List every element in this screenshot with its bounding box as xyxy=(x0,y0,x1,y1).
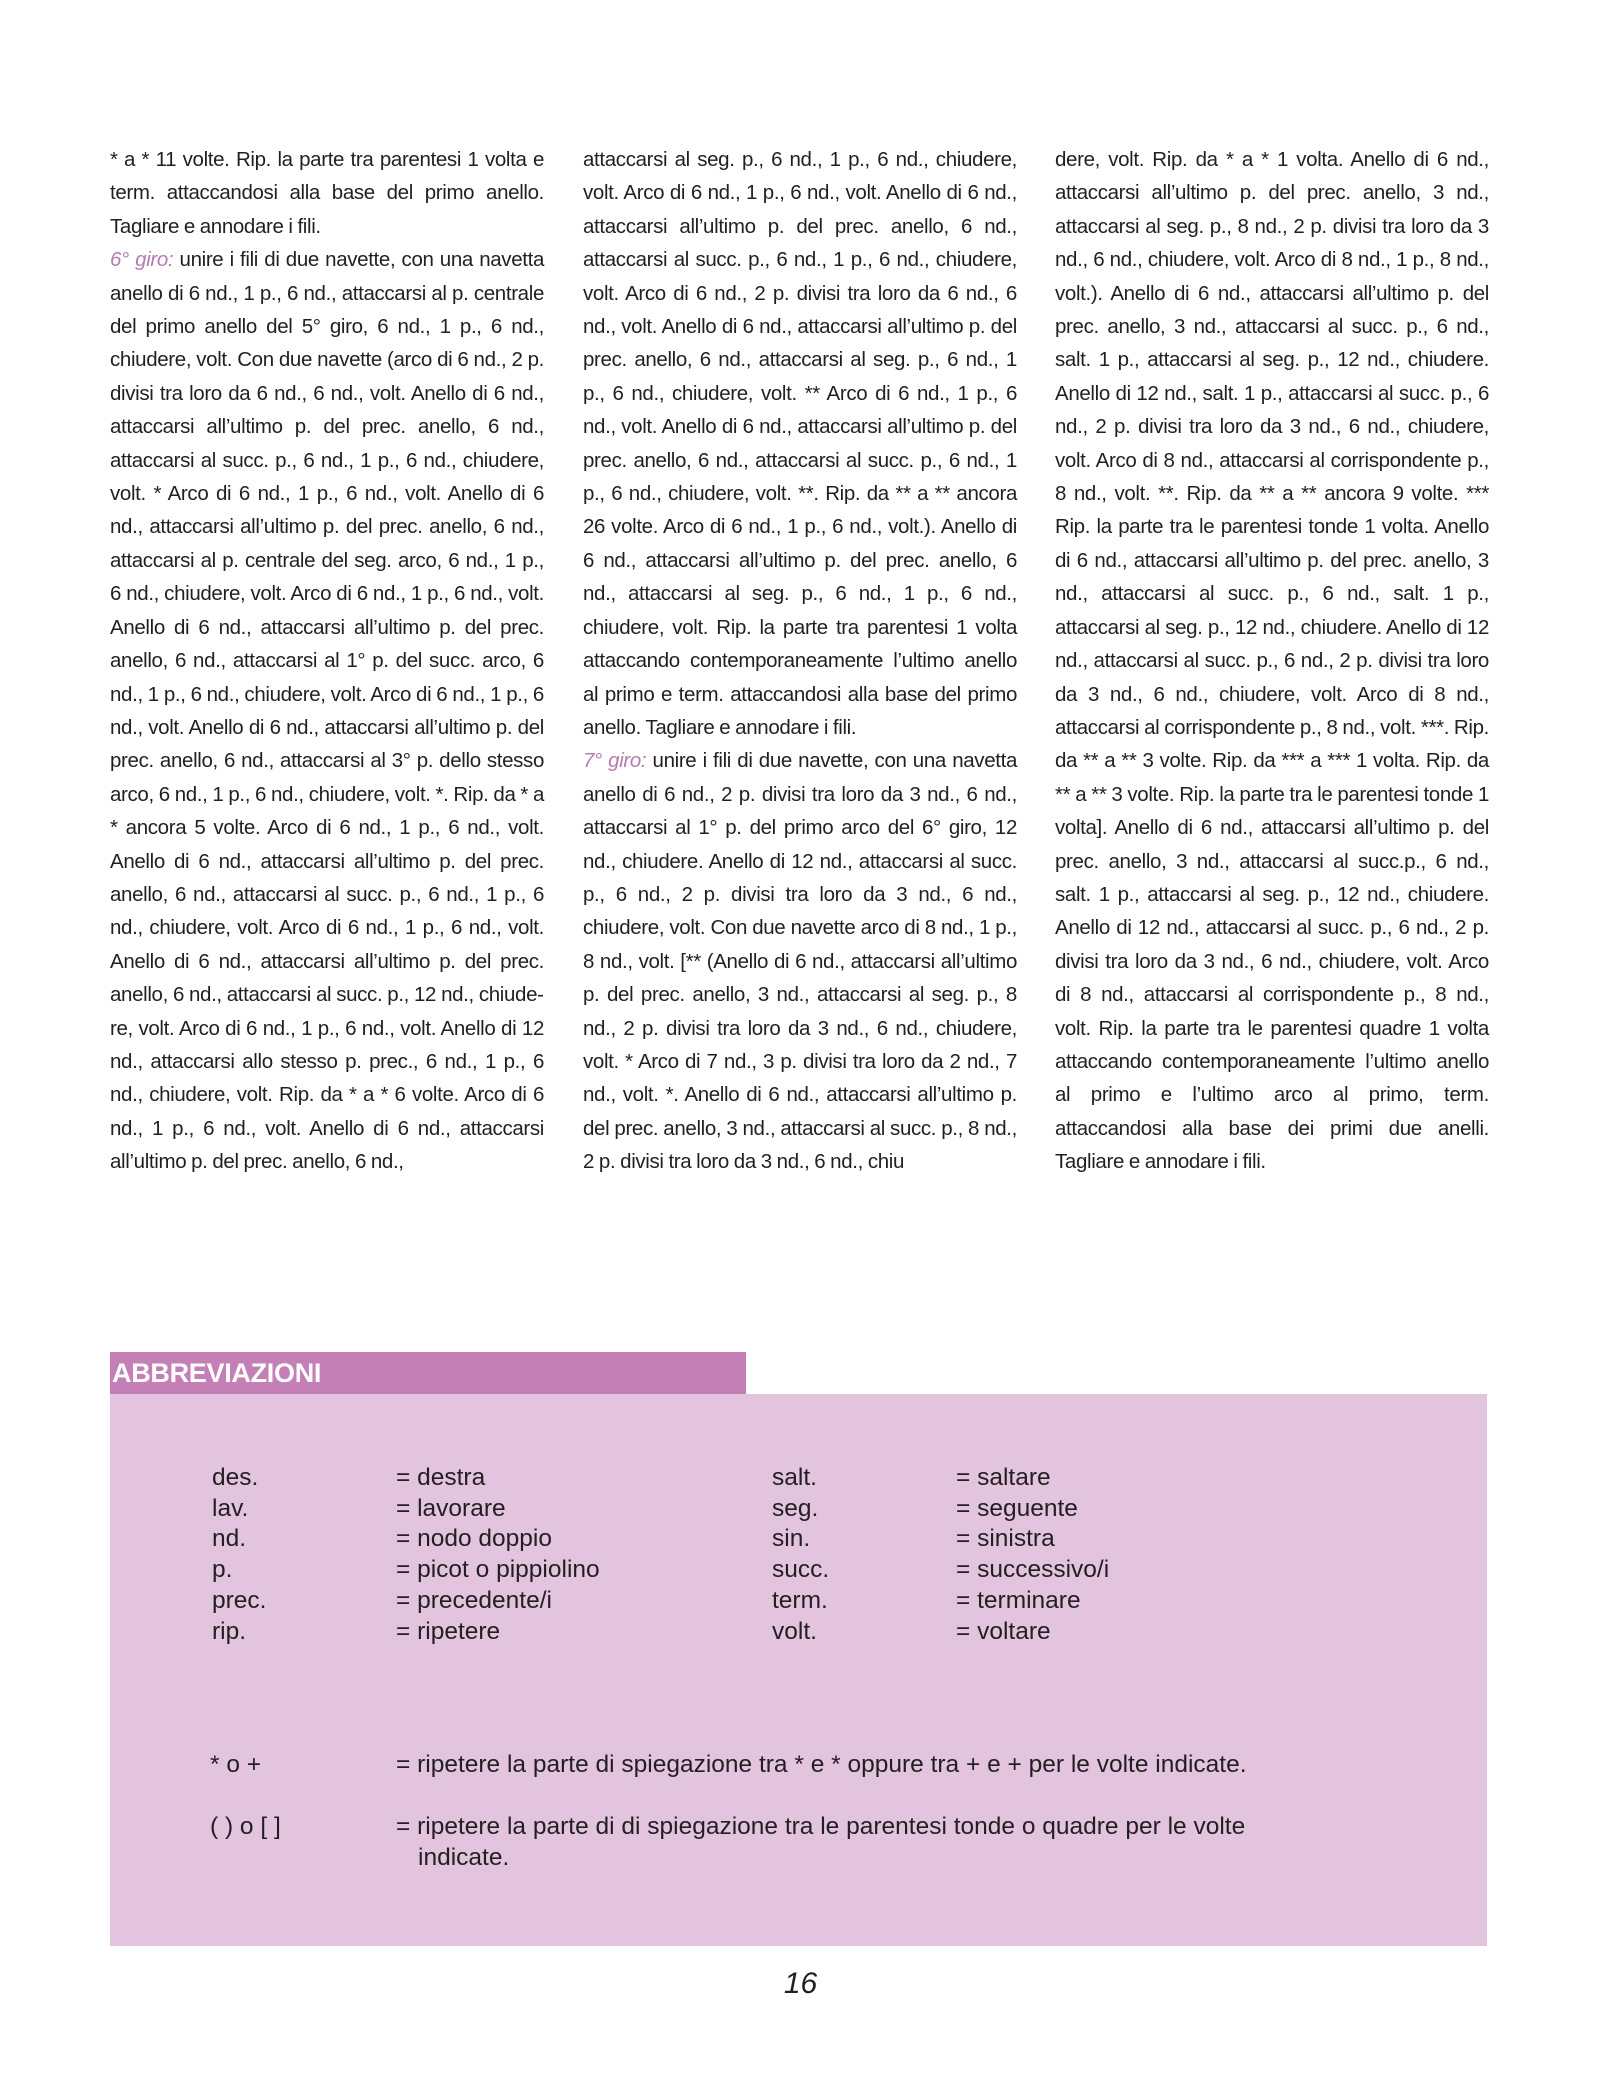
abbr-term: volt. xyxy=(772,1617,817,1645)
abbr-definition: = seguente xyxy=(956,1494,1078,1522)
paragraph-heading: 7° giro: xyxy=(583,749,647,773)
abbr-definition: = destra xyxy=(396,1464,486,1491)
text-column-1 xyxy=(110,143,544,1179)
abbr-definition: = nodo doppio xyxy=(396,1525,552,1553)
abbr-term: p. xyxy=(212,1556,233,1584)
abbr-term: des. xyxy=(212,1464,259,1491)
abbr-term: term. xyxy=(772,1586,828,1614)
abbr-term: succ. xyxy=(772,1556,830,1584)
abbr-term: salt. xyxy=(772,1464,817,1491)
abbr-definition: = sinistra xyxy=(956,1525,1055,1553)
abbr-term: seg. xyxy=(772,1494,819,1522)
symbol-term: * o + xyxy=(210,1751,262,1778)
abbr-term: prec. xyxy=(212,1586,267,1614)
paragraph xyxy=(583,744,1017,1178)
paragraph-text: attaccarsi al seg. p., 6 nd., 1 p., 6 nd., chiudere, volt. Arco di 6 nd., 1 p., 6 nd., volt. Anello di 6 nd., attaccarsi all’ultimo p. del prec. anello, 6 nd., attaccarsi al succ. p., 6 nd., 1 p., 6 nd., chiudere, volt. Arco di 6 nd., 2 p. divisi tra loro da 6 nd., 6 nd., volt. Anello di 6 nd., attaccarsi all’ultimo p. del prec. anello, 6 nd., attaccarsi al seg. p., 6 nd., 1 p., 6 nd., chiudere, volt. ** Arco di 6 nd., 1 p., 6 nd., volt. Anello di 6 nd., attaccarsi all’ultimo p. del prec. anello, 6 nd., attaccarsi al succ. p., 6 nd., 1 p., 6 nd., chiudere, volt. **. Rip. da ** a ** ancora 26 volte. Arco di 6 nd., 1 p., 6 nd., volt.). Anello di 6 nd., attaccarsi all’ultimo p. del prec. anello, 6 nd., attaccarsi al seg. p., 6 nd., 1 p., 6 nd., chiudere, volt. Rip. la parte tra parentesi 1 volta attaccando contemporaneamente l’ultimo anello al primo e term. attaccandosi alla base del primo anello. Tagliare e annodare i fili. xyxy=(583,148,1017,739)
abbreviations-box xyxy=(110,1394,1487,1946)
abbr-definition: = picot o pippiolino xyxy=(396,1556,600,1584)
paragraph-text: unire i fili di due navette, con una navetta anello di 6 nd., 2 p. divisi tra loro da 3 nd., 6 nd., attaccarsi al 1° p. del primo arco del 6° giro, 12 nd., chiudere. Anello di 12 nd., attaccarsi al succ. p., 6 nd., 2 p. divisi tra loro da 3 nd., 6 nd., chiudere, volt. Con due navette arco di 8 nd., 1 p., 8 nd., volt. [** (Anello di 6 nd., attaccarsi all’ultimo p. del prec. anello, 3 nd., attaccarsi al seg. p., 8 nd., 2 p. divisi tra loro da 3 nd., 6 nd., chiudere, volt. * Arco di 7 nd., 3 p. divisi tra loro da 2 nd., 7 nd., volt. *. Anello di 6 nd., attaccarsi all’ultimo p. del prec. anello, 3 nd., attaccarsi al succ. p., 8 nd., 2 p. divisi tra loro da 3 nd., 6 nd., chiu xyxy=(583,749,1017,1174)
abbreviations-title: ABBREVIAZIONI xyxy=(112,1358,322,1388)
symbol-definition: = ripetere la parte di spiegazione tra * e * oppure tra + e + per le volte indicate. xyxy=(396,1751,1247,1778)
abbr-term: sin. xyxy=(772,1525,811,1553)
abbr-definition: = ripetere xyxy=(396,1617,501,1645)
symbol-definition: = ripetere la parte di di spiegazione tra le parentesi tonde o quadre per le volte indicate. xyxy=(396,1813,1246,1871)
paragraph-heading: 6° giro: xyxy=(110,248,174,272)
page-number: 16 xyxy=(783,1967,818,2000)
paragraph xyxy=(583,143,1017,744)
abbr-definition: = terminare xyxy=(956,1586,1081,1614)
abbr-definition: = saltare xyxy=(956,1464,1051,1491)
text-column-2 xyxy=(583,143,1017,1179)
abbr-definition: = precedente/i xyxy=(396,1586,552,1614)
abbr-definition: = voltare xyxy=(956,1617,1051,1645)
symbol-term: ( ) o [ ] xyxy=(210,1813,281,1840)
abbr-term: nd. xyxy=(212,1525,247,1553)
abbreviations-header-bar xyxy=(110,1352,746,1394)
paragraph-text: unire i fili di due navette, con una navetta anello di 6 nd., 1 p., 6 nd., attaccarsi al p. centrale del primo anello del 5° giro, 6 nd., 1 p., 6 nd., chiudere, volt. Con due navette (arco di 6 nd., 2 p. divisi tra loro da 6 nd., 6 nd., volt. Anello di 6 nd., attaccarsi all’ultimo p. del prec. anello, 6 nd., attaccarsi al succ. p., 6 nd., 1 p., 6 nd., chiudere, volt. * Arco di 6 nd., 1 p., 6 nd., volt. Anello di 6 nd., attaccarsi all’ultimo p. del prec. anello, 6 nd., attaccarsi al p. centrale del seg. arco, 6 nd., 1 p., 6 nd., chiudere, volt. Arco di 6 nd., 1 p., 6 nd., volt. Anello di 6 nd., attaccarsi all’ultimo p. del prec. anello, 6 nd., attaccarsi al 1° p. del succ. arco, 6 nd., 1 p., 6 nd., chiudere, volt. Arco di 6 nd., 1 p., 6 nd., volt. Anello di 6 nd., attaccarsi all’ultimo p. del prec. anello, 6 nd., attaccarsi al 3° p. dello stesso arco, 6 nd., 1 p., 6 nd., chiudere, volt. *. Rip. da * a * ancora 5 volte. Arco di 6 nd., 1 p., 6 nd., volt. Anello di 6 nd., attaccarsi all’ultimo p. del prec. anello, 6 nd., attaccarsi al succ. p., 6 nd., 1 p., 6 nd., chiudere, volt. Arco di 6 nd., 1 p., 6 nd., volt. Anello di 6 nd., attaccarsi all’ultimo p. del prec. anello, 6 nd., attaccarsi al succ. p., 12 nd., chiudere, volt. Arco di 6 nd., 1 p., 6 nd., volt. Anello di 12 nd., attaccarsi allo stesso p. prec., 6 nd., 1 p., 6 nd., chiudere, volt. Rip. da * a * 6 volte. Arco di 6 nd., 1 p., 6 nd., volt. Anello di 6 nd., attaccarsi all’ultimo p. del prec. anello, 6 nd., xyxy=(110,248,544,1174)
abbr-term: rip. xyxy=(212,1617,247,1645)
paragraph-text: * a * 11 volte. Rip. la parte tra parentesi 1 volta e term. attaccandosi alla base del primo anello. Tagliare e annodare i fili. xyxy=(110,148,544,238)
paragraph xyxy=(110,243,544,1178)
abbr-definition: = lavorare xyxy=(396,1494,506,1522)
paragraph xyxy=(110,143,544,243)
text-column-3 xyxy=(1055,143,1489,1179)
abbr-definition: = successivo/i xyxy=(956,1556,1110,1584)
paragraph xyxy=(1055,143,1489,1179)
paragraph-text: dere, volt. Rip. da * a * 1 volta. Anello di 6 nd., attaccarsi all’ultimo p. del prec. anello, 3 nd., attaccarsi al seg. p., 8 nd., 2 p. divisi tra loro da 3 nd., 6 nd., chiudere, volt. Arco di 8 nd., 1 p., 8 nd., volt.). Anello di 6 nd., attaccarsi all’ultimo p. del prec. anello, 3 nd., attaccarsi al succ. p., 6 nd., salt. 1 p., attaccarsi al seg. p., 12 nd., chiudere. Anello di 12 nd., salt. 1 p., attaccarsi al succ. p., 6 nd., 2 p. divisi tra loro da 3 nd., 6 nd., chiudere, volt. Arco di 8 nd., attaccarsi al corrispondente p., 8 nd., volt. **. Rip. da ** a ** ancora 9 volte. *** Rip. la parte tra le parentesi tonde 1 volta. Anello di 6 nd., attaccarsi all’ultimo p. del prec. anello, 3 nd., attaccarsi al succ. p., 6 nd., salt. 1 p., attaccarsi al seg. p., 12 nd., chiudere. Anello di 12 nd., attaccarsi al succ. p., 6 nd., 2 p. divisi tra loro da 3 nd., 6 nd., chiudere, volt. Arco di 8 nd., attaccarsi al corrispondente p., 8 nd., volt. ***. Rip. da ** a ** 3 volte. Rip. da *** a *** 1 volta. Rip. da ** a ** 3 volte. Rip. la parte tra le parentesi tonde 1 volta]. Anello di 6 nd., attaccarsi all’ultimo p. del prec. anello, 3 nd., attaccarsi al succ.p., 6 nd., salt. 1 p., attaccarsi al seg. p., 12 nd., chiudere. Anello di 12 nd., attaccarsi al succ. p., 6 nd., 2 p. divisi tra loro da 3 nd., 6 nd., chiudere, volt. Arco di 8 nd., attaccarsi al corrispondente p., 8 nd., volt. Rip. la parte tra le parentesi quadre 1 volta attaccando contemporaneamente l’ultimo anello al primo e l’ultimo arco al primo, term. attaccandosi alla base dei primi due anelli. Tagliare e annodare i fili. xyxy=(1055,148,1489,1174)
abbr-term: lav. xyxy=(212,1494,249,1522)
